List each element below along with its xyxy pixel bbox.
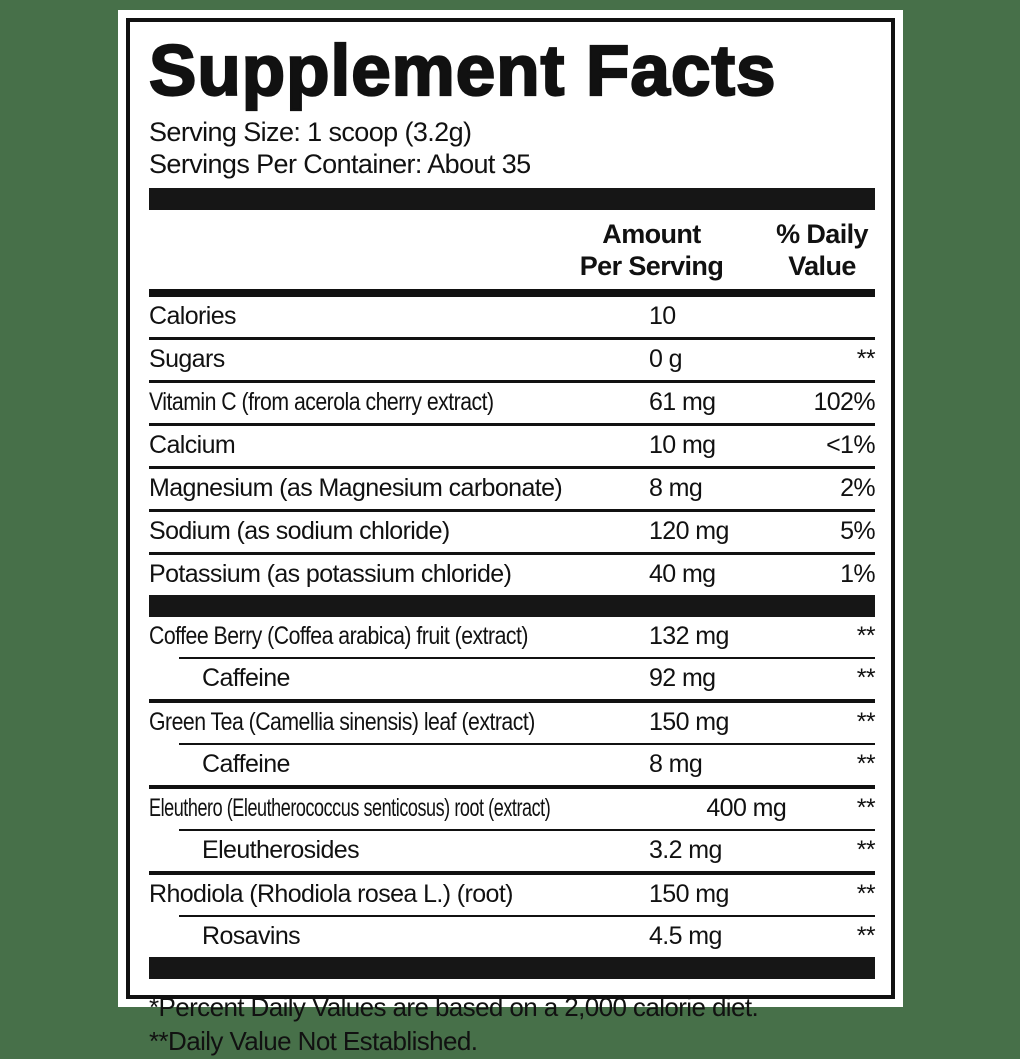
divider-bar-bottom bbox=[149, 957, 875, 979]
table-row bbox=[149, 297, 875, 337]
table-row bbox=[149, 917, 875, 957]
divider-bar-top bbox=[149, 188, 875, 210]
table-row bbox=[149, 831, 875, 871]
label-border bbox=[126, 18, 895, 1057]
table-row bbox=[149, 875, 875, 915]
row-daily-value: 1% bbox=[840, 560, 875, 589]
row-name: Caffeine bbox=[202, 750, 290, 779]
botanical-rows bbox=[149, 617, 875, 957]
row-daily-value: 5% bbox=[840, 517, 875, 546]
row-amount: 120 mg bbox=[649, 517, 729, 546]
row-daily-value: 2% bbox=[840, 474, 875, 503]
row-daily-value: ** bbox=[856, 922, 875, 951]
table-row bbox=[149, 383, 875, 423]
serving-size: Serving Size: 1 scoop (3.2g) bbox=[149, 117, 472, 147]
row-name: Coffee Berry (Coffea arabica) fruit (extract) bbox=[149, 622, 528, 651]
row-daily-value: ** bbox=[856, 345, 875, 374]
row-name: Magnesium (as Magnesium carbonate) bbox=[149, 474, 563, 503]
row-daily-value: ** bbox=[856, 836, 875, 865]
footnote-daily-value-not-established: **Daily Value Not Established. bbox=[149, 1026, 478, 1057]
amount-header-line1: Amount bbox=[602, 219, 701, 250]
row-amount: 40 mg bbox=[649, 560, 716, 589]
amount-header-line2: Per Serving bbox=[579, 250, 724, 281]
header-rule bbox=[149, 289, 875, 297]
row-daily-value: <1% bbox=[826, 431, 875, 460]
row-name: Sugars bbox=[149, 345, 225, 374]
row-name: Caffeine bbox=[202, 664, 290, 693]
row-name: Potassium (as potassium chloride) bbox=[149, 560, 512, 589]
row-name: Green Tea (Camellia sinensis) leaf (extract) bbox=[149, 708, 535, 737]
row-amount: 0 g bbox=[649, 345, 682, 374]
row-daily-value: ** bbox=[856, 794, 875, 823]
row-amount: 10 mg bbox=[649, 431, 716, 460]
servings-per-container: Servings Per Container: About 35 bbox=[149, 148, 531, 179]
row-amount: 8 mg bbox=[649, 474, 703, 503]
row-amount: 400 mg bbox=[706, 794, 787, 823]
row-name: Eleutherosides bbox=[202, 836, 359, 865]
row-name: Rosavins bbox=[202, 922, 301, 951]
row-amount: 8 mg bbox=[649, 750, 703, 779]
row-daily-value: ** bbox=[856, 880, 875, 909]
supplement-facts-label bbox=[118, 10, 903, 1057]
row-amount: 61 mg bbox=[649, 388, 716, 417]
table-row bbox=[149, 617, 875, 657]
table-row bbox=[149, 659, 875, 699]
amount-header bbox=[534, 219, 769, 282]
row-name: Eleuthero (Eleutherococcus senticosus) root (extract) bbox=[149, 794, 551, 823]
table-row bbox=[149, 426, 875, 466]
table-row bbox=[149, 745, 875, 785]
table-row bbox=[149, 512, 875, 552]
row-amount: 3.2 mg bbox=[649, 836, 722, 865]
row-name: Sodium (as sodium chloride) bbox=[149, 517, 450, 546]
table-row bbox=[149, 555, 875, 595]
row-name: Calories bbox=[149, 302, 236, 331]
divider-bar-middle bbox=[149, 595, 875, 617]
row-amount: 132 mg bbox=[649, 622, 729, 651]
row-name: Calcium bbox=[149, 431, 236, 460]
table-row bbox=[149, 703, 875, 743]
footnotes bbox=[149, 979, 875, 1059]
row-amount: 10 bbox=[649, 302, 676, 331]
row-daily-value: ** bbox=[856, 622, 875, 651]
table-header bbox=[149, 210, 875, 289]
row-amount: 4.5 mg bbox=[649, 922, 722, 951]
footnote-percent-daily-values: *Percent Daily Values are based on a 2,000 calorie diet. bbox=[149, 992, 759, 1023]
daily-value-header-line1: % Daily bbox=[776, 219, 868, 250]
row-amount: 92 mg bbox=[649, 664, 716, 693]
row-daily-value: ** bbox=[856, 708, 875, 737]
row-daily-value: ** bbox=[856, 664, 875, 693]
table-row bbox=[149, 469, 875, 509]
table-row bbox=[149, 789, 875, 829]
row-amount: 150 mg bbox=[649, 708, 729, 737]
row-daily-value: 102% bbox=[813, 388, 875, 417]
row-daily-value: ** bbox=[856, 750, 875, 779]
nutrient-rows bbox=[149, 297, 875, 595]
row-amount: 150 mg bbox=[649, 880, 729, 909]
table-row bbox=[149, 340, 875, 380]
row-name: Rhodiola (Rhodiola rosea L.) (root) bbox=[149, 880, 513, 909]
row-name: Vitamin C (from acerola cherry extract) bbox=[149, 388, 494, 417]
daily-value-header-line2: Value bbox=[788, 250, 856, 281]
page-title: Supplement Facts bbox=[149, 32, 777, 111]
daily-value-header bbox=[769, 219, 875, 282]
